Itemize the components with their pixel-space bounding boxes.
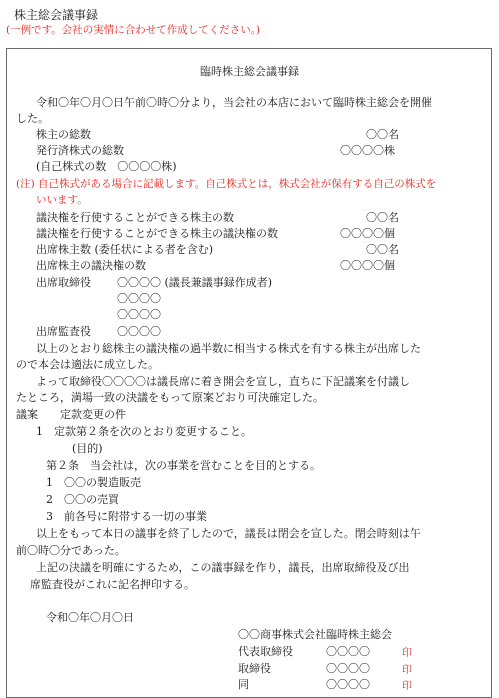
business-item: 2 〇〇の売買: [46, 493, 119, 506]
attending-auditor-label: 出席監査役: [36, 325, 91, 338]
signer-role: 同: [238, 678, 249, 691]
agenda-label: 議案: [16, 408, 38, 421]
quorum-line: 以上のとおり総株主の議決権の過半数に相当する株式を有する株主が出席した: [36, 342, 421, 355]
issued-shares-label: 発行済株式の総数: [36, 144, 124, 157]
attending-directors-label: 出席取締役: [36, 276, 91, 289]
attending-shareholders-value: 〇〇名: [366, 243, 399, 256]
treasury-note: いいます。: [36, 194, 88, 206]
minutes-title: 臨時株主総会議事録: [200, 65, 299, 78]
shareholders-total-value: 〇〇名: [366, 128, 399, 141]
director-name: 〇〇〇〇: [117, 308, 161, 321]
director-name: 〇〇〇〇: [117, 292, 161, 305]
agenda-item: 1 定款第２条を次のとおり変更すること。: [36, 425, 252, 438]
treasury-shares: (自己株式の数 〇〇〇〇株): [36, 160, 177, 173]
intro-line: 令和〇年〇月〇日午前〇時〇分より，当会社の本店において臨時株主総会を開催: [36, 96, 432, 109]
business-item: 3 前各号に附帯する一切の事業: [46, 510, 207, 523]
attending-shareholders-label: 出席株主数 (委任状による者を含む): [36, 243, 214, 256]
treasury-note: (注) 自己株式がある場合に記載します。自己株式とは，株式会社が保有する自己の株式を: [16, 178, 437, 190]
record-line: 上記の決議を明確にするため，この議事録を作り，議長，出席取締役及び出: [36, 561, 410, 574]
voting-shareholders-value: 〇〇名: [366, 211, 399, 224]
agenda-title: 定款変更の件: [60, 408, 126, 421]
attending-rights-label: 出席株主の議決権の数: [36, 259, 146, 272]
seal-mark: 印: [402, 665, 412, 676]
voting-rights-label: 議決権を行使することができる株主の議決権の数: [36, 227, 278, 240]
seal-mark: 印: [402, 648, 412, 659]
closing-line: 前〇時〇分であった。: [16, 544, 126, 557]
auditor-name: 〇〇〇〇: [117, 325, 161, 338]
quorum-line: ので本会は適法に成立した。: [16, 358, 159, 371]
signer-role: 代表取締役: [238, 645, 293, 658]
business-item: 1 〇〇の製造販売: [46, 476, 141, 489]
signer-name: 〇〇〇〇: [326, 645, 370, 658]
record-line: 席監査役がこれに記名押印する。: [30, 578, 195, 591]
article-2: 第２条 当会社は，次の事業を営むことを目的とする。: [46, 459, 321, 472]
purpose-heading: (目的): [72, 442, 103, 455]
example-note: (一例です。会社の実情に合わせて作成してください。): [6, 24, 261, 36]
meeting-date: 令和〇年〇月〇日: [46, 611, 134, 624]
director-name: 〇〇〇〇 (議長兼議事録作成者): [117, 276, 273, 289]
seal-mark: 印: [402, 681, 412, 692]
chair-line: よって取締役〇〇〇〇は議長席に着き開会を宣し，直ちに下記議案を付議し: [36, 375, 410, 388]
signer-name: 〇〇〇〇: [326, 662, 370, 675]
shareholders-total-label: 株主の総数: [36, 128, 91, 141]
closing-line: 以上をもって本日の議事を終了したので，議長は閉会を宣した。閉会時刻は午: [36, 527, 421, 540]
issued-shares-value: 〇〇〇〇株: [340, 144, 395, 157]
voting-shareholders-label: 議決権を行使することができる株主の数: [36, 211, 234, 224]
voting-rights-value: 〇〇〇〇個: [340, 227, 395, 240]
signer-name: 〇〇〇〇: [326, 678, 370, 691]
intro-line: した。: [16, 112, 49, 125]
company-name: 〇〇商事株式会社臨時株主総会: [238, 628, 392, 641]
chair-line: たところ，満場一致の決議をもって原案どおり可決確定した。: [16, 391, 324, 404]
attending-rights-value: 〇〇〇〇個: [340, 259, 395, 272]
doc-label: 株主総会議事録: [14, 8, 99, 22]
signer-role: 取締役: [238, 662, 271, 675]
